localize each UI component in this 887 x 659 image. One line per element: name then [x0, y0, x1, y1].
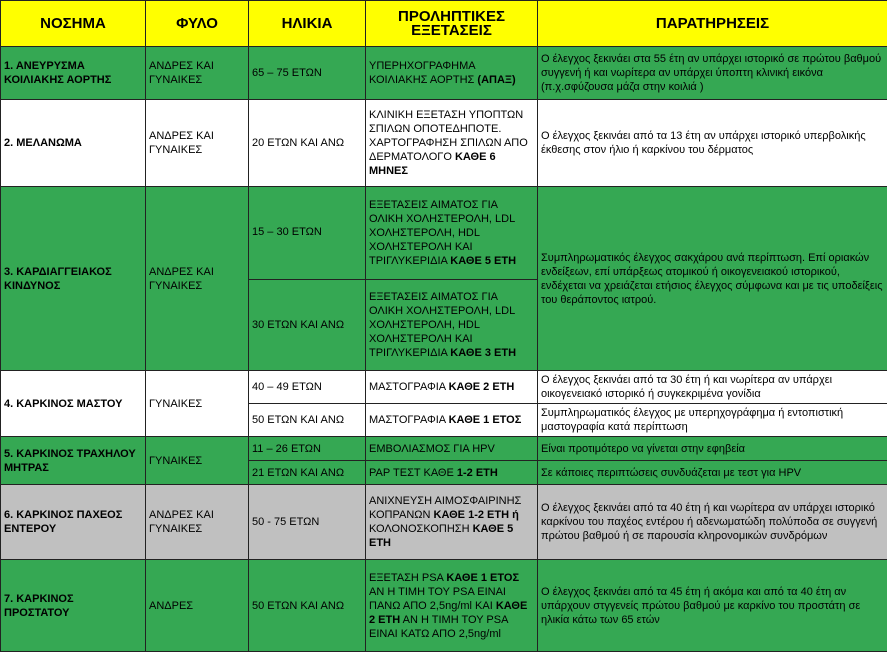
note-cell: Ο έλεγχος ξεκινάει από τα 13 έτη αν υπάρχει ιστορικό υπερβολικής έκθεσης στον ήλιο ή καρκίνου του δέρματος [538, 100, 887, 187]
exam-text: ΜΑΣΤΟΓΡΑΦΙΑ [369, 414, 449, 426]
exam-text: ΕΞΕΤΑΣΕΙΣ ΑΙΜΑΤΟΣ ΓΙΑ ΟΛΙΚΗ ΧΟΛΗΣΤΕΡΟΛΗ, LDL ΧΟΛΗΣΤΕΡΟΛΗ, HDL ΧΟΛΗΣΤΕΡΟΛΗ ΚΑΙ ΤΡΙΓΛΥΚΕΡΙΔΙΑ [369, 199, 515, 267]
age-cell: 30 ΕΤΩΝ ΚΑΙ ΑΝΩ [249, 280, 366, 371]
exam-text: ΕΞΕΤΑΣΗ PSA [369, 571, 447, 584]
header-exams: ΠΡΟΛΗΠΤΙΚΕΣ ΕΞΕΤΑΣΕΙΣ [366, 1, 538, 47]
exam-cell [366, 280, 538, 371]
age-cell: 20 ΕΤΩΝ ΚΑΙ ΑΝΩ [249, 100, 366, 187]
exam-text: ΑΝΙΧΝΕΥΣΗ ΑΙΜΟΣΦΑΙΡΙΝΗΣ ΚΟΠΡΑΝΩΝ [369, 495, 522, 521]
exam-cell [366, 461, 538, 485]
header-sex: ΦΥΛΟ [146, 1, 249, 47]
disease-cell: 3. ΚΑΡΔΙΑΓΓΕΙΑΚΟΣ ΚΙΝΔΥΝΟΣ [1, 187, 146, 371]
disease-cell: 7. ΚΑΡΚΙΝΟΣ ΠΡΟΣΤΑΤΟΥ [1, 560, 146, 652]
note-cell: Ο έλεγχος ξεκινάει από τα 40 έτη ή και νωρίτερα αν υπάρχει ιστορικό καρκίνου του παχέος εντέρου ή αδενωματώδη πολύποδα σε συγγενή πρώτου βαθμού ή σε παρουσία κληρονομικών συνδρόμων [538, 485, 887, 560]
age-cell: 50 - 75 ΕΤΩΝ [249, 485, 366, 560]
header-disease: ΝΟΣΗΜΑ [1, 1, 146, 47]
exam-cell [366, 100, 538, 187]
disease-cell: 4. ΚΑΡΚΙΝΟΣ ΜΑΣΤΟΥ [1, 371, 146, 437]
note-cell: Ο έλεγχος ξεκινάει στα 55 έτη αν υπάρχει ιστορικό σε πρώτου βαθμού συγγενή ή και νωρίτερα αν υπάρχει ύποπτη κλινική εικόνα (π.χ.σφύζουσα μάζα στην κοιλιά ) [538, 47, 887, 100]
disease-cell: 2. ΜΕΛΑΝΩΜΑ [1, 100, 146, 187]
table-row-prostate-cancer [1, 560, 887, 652]
note-cell: Ο έλεγχος ξεκινάει από τα 45 έτη ή ακόμα και από τα 40 έτη αν υπάρχουν στγγενείς πρώτου βαθμού με καρκίνο του προστάτη σε ηλικία κάτω των 65 ετών [538, 560, 887, 652]
exam-text: ΜΑΣΤΟΓΡΑΦΙΑ [369, 381, 449, 393]
exam-text-2: ΚΟΛΟΝΟΣΚΟΠΗΣΗ [369, 523, 473, 535]
exam-text: ΚΛΙΝΙΚΗ ΕΞΕΤΑΣΗ ΥΠΟΠΤΩΝ ΣΠΙΛΩΝ ΟΠΟΤΕΔΗΠΟΤΕ. ΧΑΡΤΟΓΡΑΦΗΣΗ ΣΠΙΛΩΝ ΑΠΟ ΔΕΡΜΑΤΟΛΟΓΟ [369, 109, 528, 163]
exam-frequency: ΚΑΘΕ 5 ΕΤΗ [450, 255, 517, 267]
note-cell: Συμπληρωματικός έλεγχος με υπερηχογράφημα ή εντοπιστική μαστογραφία κατά περίπτωση [538, 404, 887, 437]
note-cell: Σε κάποιες περιπτώσεις συνδυάζεται με τεστ για HPV [538, 461, 887, 485]
note-cell: Είναι προτιμότερο να γίνεται στην εφηβεία [538, 437, 887, 461]
exam-frequency: ΚΑΘΕ 3 ΕΤΗ [450, 347, 517, 359]
age-cell: 15 – 30 ΕΤΩΝ [249, 187, 366, 280]
disease-cell: 5. ΚΑΡΚΙΝΟΣ ΤΡΑΧΗΛΟΥ ΜΗΤΡΑΣ [1, 437, 146, 485]
age-cell: 21 ΕΤΩΝ ΚΑΙ ΑΝΩ [249, 461, 366, 485]
header-notes: ΠΑΡΑΤΗΡΗΣΕΙΣ [538, 1, 887, 47]
age-cell: 11 – 26 ΕΤΩΝ [249, 437, 366, 461]
age-cell: 50 ΕΤΩΝ ΚΑΙ ΑΝΩ [249, 404, 366, 437]
sex-cell: ΑΝΔΡΕΣ ΚΑΙ ΓΥΝΑΙΚΕΣ [146, 187, 249, 371]
age-cell: 65 – 75 ΕΤΩΝ [249, 47, 366, 100]
table-row-breast-cancer [1, 371, 887, 404]
sex-cell: ΓΥΝΑΙΚΕΣ [146, 371, 249, 437]
exam-cell [366, 485, 538, 560]
exam-frequency: ΚΑΘΕ 1 ΕΤΟΣ [448, 414, 522, 426]
age-cell: 40 – 49 ΕΤΩΝ [249, 371, 366, 404]
exam-text: PAP ΤΕΣΤ ΚΑΘΕ [369, 466, 457, 479]
exam-frequency: (ΑΠΑΞ) [477, 74, 516, 86]
exam-text: ΕΞΕΤΑΣΕΙΣ ΑΙΜΑΤΟΣ ΓΙΑ ΟΛΙΚΗ ΧΟΛΗΣΤΕΡΟΛΗ, LDL ΧΟΛΗΣΤΕΡΟΛΗ, HDL ΧΟΛΗΣΤΕΡΟΛΗ ΚΑΙ ΤΡΙΓΛΥΚΕΡΙΔΙΑ [369, 291, 515, 359]
age-cell: 50 ΕΤΩΝ ΚΑΙ ΑΝΩ [249, 560, 366, 652]
table-row-colon-cancer [1, 485, 887, 560]
table-row-cervical-cancer [1, 437, 887, 461]
note-cell: Συμπληρωματικός έλεγχος σακχάρου ανά περίπτωση. Επί οριακών ενδείξεων, επί υπάρξεως ατομικού ή οικογενειακού ιστορικού, ενδέχεται να χρειάζεται ετήσιος έλεγχος σύμφωνα και με τις υποδείξεις του θεράποντος ιατρού. [538, 187, 887, 371]
exam-cell [366, 47, 538, 100]
exam-text-2: ΑΝ Η ΤΙΜΗ ΤΟΥ PSA ΕΙΝΑΙ ΠΑΝΩ ΑΠΟ 2,5ng/ml ΚΑΙ [369, 585, 506, 612]
exam-cell [366, 187, 538, 280]
exam-cell: ΕΜΒΟΛΙΑΣΜΟΣ ΓΙΑ HPV [366, 437, 538, 461]
sex-cell: ΑΝΔΡΕΣ ΚΑΙ ΓΥΝΑΙΚΕΣ [146, 47, 249, 100]
table-row-melanoma [1, 100, 887, 187]
note-cell: Ο έλεγχος ξεκινάει από τα 30 έτη ή και νωρίτερα αν υπάρχει οικογενειακό ιστορικό ή συγκεκριμένα γονίδια [538, 371, 887, 404]
exam-cell [366, 404, 538, 437]
sex-cell: ΑΝΔΡΕΣ [146, 560, 249, 652]
exam-frequency-2: ΚΑΘΕ 5 ΕΤΗ [369, 523, 514, 549]
exam-text: ΥΠΕΡΗΧΟΓΡΑΦΗΜΑ ΚΟΙΛΙΑΚΗΣ ΑΟΡΤΗΣ [369, 60, 478, 86]
exam-frequency: ΚΑΘΕ 1 ΕΤΟΣ [446, 571, 520, 584]
disease-cell: 1. ΑΝΕΥΡΥΣΜΑ ΚΟΙΛΙΑΚΗΣ ΑΟΡΤΗΣ [1, 47, 146, 100]
disease-cell: 6. ΚΑΡΚΙΝΟΣ ΠΑΧΕΟΣ ΕΝΤΕΡΟΥ [1, 485, 146, 560]
exam-cell [366, 371, 538, 404]
header-row [1, 1, 887, 47]
exam-frequency: ΚΑΘΕ 6 ΜΗΝΕΣ [369, 151, 496, 177]
exam-frequency: ΚΑΘΕ 2 ΕΤΗ [448, 381, 515, 393]
exam-frequency-2: ΚΑΘΕ 2 ΕΤΗ [369, 599, 528, 626]
sex-cell: ΑΝΔΡΕΣ ΚΑΙ ΓΥΝΑΙΚΕΣ [146, 485, 249, 560]
exam-frequency: 1-2 ΕΤΗ [456, 466, 498, 479]
sex-cell: ΑΝΔΡΕΣ ΚΑΙ ΓΥΝΑΙΚΕΣ [146, 100, 249, 187]
exam-frequency: ΚΑΘΕ 1-2 ΕΤΗ ή [433, 509, 519, 521]
sex-cell: ΓΥΝΑΙΚΕΣ [146, 437, 249, 485]
table-row-aortic-aneurysm [1, 47, 887, 100]
header-age: ΗΛΙΚΙΑ [249, 1, 366, 47]
table-row-cardiovascular [1, 187, 887, 280]
exam-text-3: ΑΝ Η ΤΙΜΗ ΤΟΥ PSA ΕΙΝΑΙ ΚΑΤΩ ΑΠΟ 2,5ng/ml [369, 613, 508, 640]
exam-cell [366, 560, 538, 652]
